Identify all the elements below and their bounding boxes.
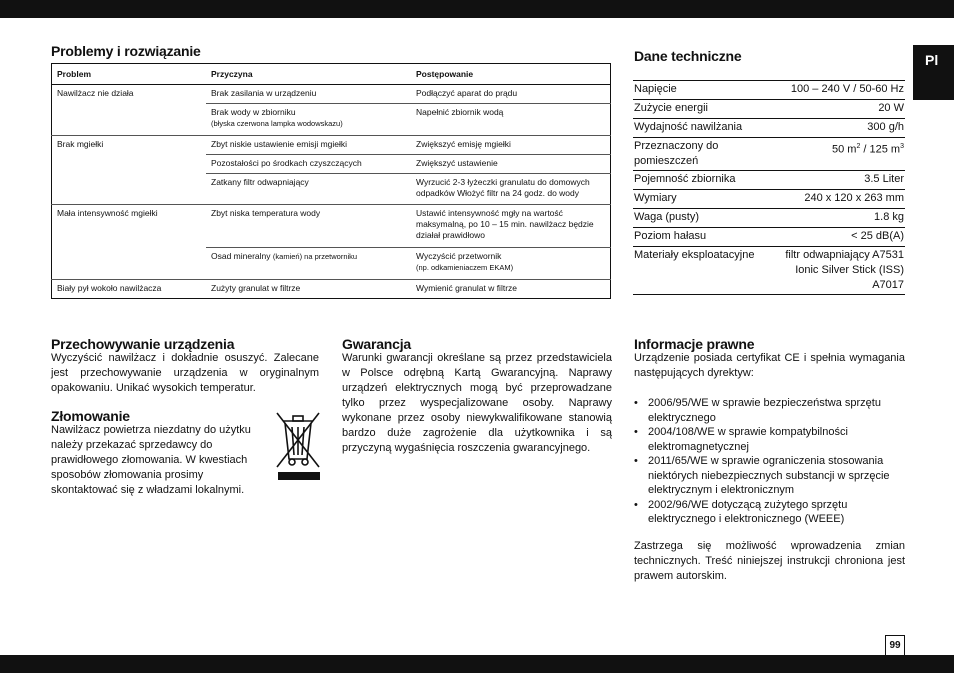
bottom-bar (0, 655, 954, 673)
cause-cell: Pozostałości po środkach czyszczących (206, 154, 411, 173)
cause-cell: Zużyty granulat w filtrze (211, 282, 301, 293)
cause-cell: Zbyt niska temperatura wody (206, 205, 411, 248)
weee-crossed-bin-icon (273, 409, 323, 481)
problem-cell: Biały pył wokoło nawilżacza (57, 282, 162, 293)
action-cell: Wymienić granulat w filtrze (416, 282, 518, 293)
tech-row: Poziom hałasu < 25 dB(A) (633, 228, 905, 247)
cause-cell: Zatkany filtr odwapniający (206, 174, 411, 205)
tech-row: Zużycie energii 20 W (633, 100, 905, 119)
problems-table (51, 63, 611, 299)
table-row (52, 85, 611, 104)
tech-row: Materiały eksploatacyjne filtr odwapniający A7531 Ionic Silver Stick (ISS) A7017 (633, 247, 905, 295)
disposal-text: Nawilżacz powietrza niezdatny do użytku należy przekazać sprzedawcy do prawidłowego złomowania. W kwestiach sposobów złomowania prosimy skontaktować się z władzami lokalnymi. (51, 424, 251, 496)
tech-row: Napięcie 100 – 240 V / 50-60 Hz (633, 81, 905, 100)
action-cell: Podłączyć aparat do prądu (411, 85, 611, 104)
tech-row: Waga (pusty) 1.8 kg (633, 209, 905, 228)
cause-cell: Brak wody w zbiorniku (błyska czerwona lampka wodowskazu) (206, 104, 411, 135)
storage-title: Przechowywanie urządzenia (51, 336, 235, 352)
cause-cell: Zbyt niskie ustawienie emisji mgiełki (206, 135, 411, 154)
header-action: Postępowanie (411, 64, 611, 85)
list-item: • 2004/108/WE w sprawie kompatybilności elektromagnetycznej (634, 425, 906, 454)
header-problem: Problem (52, 64, 207, 85)
list-item: • 2011/65/WE w sprawie ograniczenia stosowania niektórych niebezpiecznych substancji w sprzęcie elektrycznym i elektronicznym (634, 454, 906, 498)
problems-title: Problemy i rozwiązanie (51, 43, 201, 59)
list-item: • 2006/95/WE w sprawie bezpieczeństwa sprzętu elektrycznego (634, 396, 906, 425)
action-cell: Zwiększyć ustawienie (411, 154, 611, 173)
legal-title: Informacje prawne (634, 336, 755, 352)
language-tab: Pl (913, 45, 954, 100)
legal-outro: Zastrzega się możliwość wprowadzenia zmian technicznych. Treść niniejszej instrukcji chroniona jest prawem autorskim. (634, 540, 905, 582)
list-item: • 2002/96/WE dotyczącą zużytego sprzętu elektrycznego i elektronicznego (WEEE) (634, 498, 906, 527)
warranty-text: Warunki gwarancji określane są przez przedstawiciela w Polsce odrębną Kartą Gwarancyjną. Naprawy urządzeń elektrycznych mogą być przeprowadzane tylko przez wyspecjalizowane osoby. Naprawy wykonane przez osoby niewykwalifikowane stanowią bardzo duże zagrożenie dla użytkownika i są przyczyną wygaśnięcia roszczenia gwarancyjnego. (342, 352, 612, 454)
table-row (52, 205, 611, 248)
action-cell: Zwiększyć emisję mgiełki (411, 135, 611, 154)
cause-cell: Brak zasilania w urządzeniu (206, 85, 411, 104)
tech-row: Pojemność zbiornika 3.5 Liter (633, 171, 905, 190)
tech-title: Dane techniczne (634, 48, 742, 64)
warranty-title: Gwarancja (342, 336, 412, 352)
action-cell: Wyczyścić przetwornik (np. odkamieniaczem EKAM) (411, 248, 611, 279)
problem-cell: Nawilżacz nie działa (52, 85, 207, 136)
page-number: 99 (885, 635, 905, 655)
top-bar (0, 0, 954, 18)
disposal-title: Złomowanie (51, 408, 130, 424)
action-cell: Ustawić intensywność mgły na wartość maksymalną, po 10 – 15 min. nawilżacz będzie działał prawidłowo (411, 205, 611, 248)
table-row (52, 279, 611, 298)
tech-row: Wymiary 240 x 120 x 263 mm (633, 190, 905, 209)
directive-list (634, 396, 906, 527)
tech-row: Wydajność nawilżania 300 g/h (633, 119, 905, 138)
tech-table (633, 80, 905, 295)
legal-intro: Urządzenie posiada certyfikat CE i spełnia wymagania następujących dyrektyw: (634, 352, 905, 379)
action-cell: Wyrzucić 2-3 łyżeczki granulatu do domowych odpadków Włożyć filtr na 24 godz. do wody (411, 174, 611, 205)
cause-cell: Osad mineralny (kamień) na przetworniku (206, 248, 411, 279)
action-cell: Napełnić zbiornik wodą (411, 104, 611, 135)
problem-cell: Mała intensywność mgiełki (52, 205, 207, 279)
problem-cell: Brak mgiełki (52, 135, 207, 205)
header-cause: Przyczyna (206, 64, 411, 85)
storage-text: Wyczyścić nawilżacz i dokładnie osuszyć. Zalecane jest przechowywanie urządzenia w oryginalnym opakowaniu. Unikać wysokich temperatur. (51, 352, 319, 394)
table-row (52, 135, 611, 154)
tech-row: Przeznaczony do pomieszczeń 50 $m^2 / 125$ $m^3$ (633, 138, 905, 171)
